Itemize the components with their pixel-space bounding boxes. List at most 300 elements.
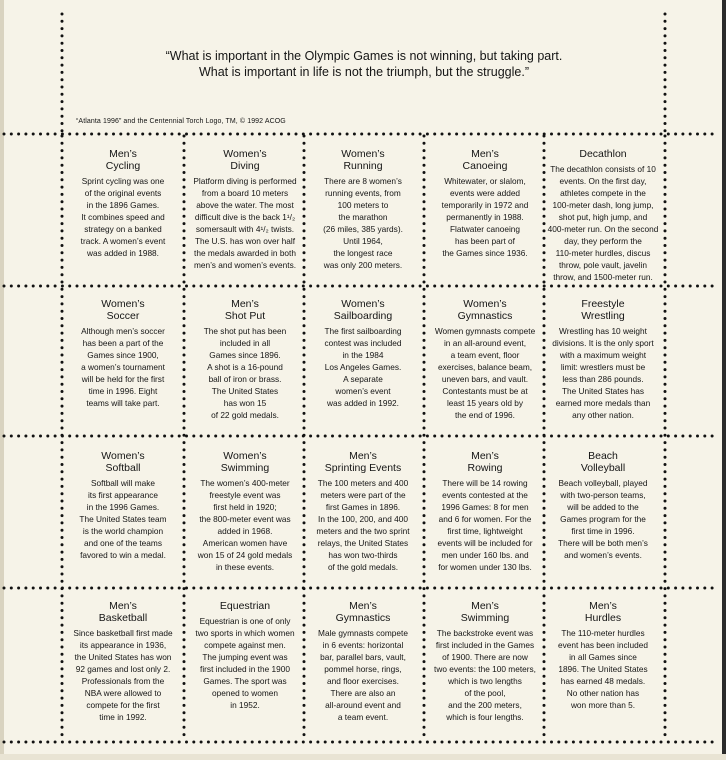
stamp-text-line: 110-meter hurdles, discus (555, 248, 651, 258)
perforation-hole (664, 149, 667, 152)
perforation-hole (346, 285, 349, 288)
stamp-text-line: 400-meter run. On the second (547, 224, 659, 234)
perforation-hole (61, 434, 64, 437)
stamp-text-line: first included in the 1900 (200, 664, 290, 674)
stamp-text-line: was only 200 meters. (323, 260, 403, 270)
perforation-hole (423, 259, 426, 262)
perforation-hole (375, 435, 378, 438)
stamp-title-line: Cycling (105, 160, 141, 172)
perforation-hole (236, 285, 239, 288)
stamp-panel (544, 600, 662, 711)
stamp-text-line: in these events. (215, 562, 275, 572)
perforation-hole (258, 285, 261, 288)
stamp-text-line: permanently in 1988. (446, 212, 524, 222)
stamp-text-line: of the original events (84, 188, 162, 198)
perforation-hole (664, 156, 667, 159)
perforation-hole (280, 587, 283, 590)
perforation-hole (207, 435, 210, 438)
perforation-hole (535, 285, 538, 288)
perforation-hole (287, 435, 290, 438)
stamp-title-line: Men’s (109, 148, 137, 160)
perforation-hole (703, 435, 706, 438)
perforation-hole (360, 741, 363, 744)
perforation-hole (441, 741, 444, 744)
perforation-hole (664, 237, 667, 240)
stamp-text-line: in 6 events: horizontal (322, 640, 404, 650)
perforation-hole (46, 285, 49, 288)
perforation-hole (324, 285, 327, 288)
perforation-hole (572, 435, 575, 438)
stamp-title-line: Women’s (341, 298, 385, 310)
perforation-hole (664, 507, 667, 510)
perforation-hole (309, 285, 312, 288)
perforation-hole (243, 741, 246, 744)
perforation-hole (185, 285, 188, 288)
perforation-hole (664, 368, 667, 371)
perforation-hole (664, 346, 667, 349)
stamp-text-line: first included in the Games (435, 640, 535, 650)
perforation-hole (423, 594, 426, 597)
stamp-text-line: The women’s 400-meter (200, 478, 290, 488)
perforation-hole (664, 178, 667, 181)
perforation-hole (455, 587, 458, 590)
perforation-hole (90, 285, 93, 288)
stamp-description (64, 325, 182, 409)
perforation-hole (54, 133, 57, 136)
perforation-hole (119, 285, 122, 288)
perforation-hole (178, 741, 181, 744)
perforation-hole (200, 587, 203, 590)
perforation-hole (506, 587, 509, 590)
perforation-hole (630, 435, 633, 438)
perforation-hole (623, 741, 626, 744)
stamp-title (186, 148, 304, 172)
perforation-hole (664, 412, 667, 415)
stamp-text-line: American women have (202, 538, 288, 548)
stamp-panel (544, 148, 662, 283)
perforation-hole (229, 435, 232, 438)
perforation-hole (667, 285, 670, 288)
perforation-hole (192, 435, 195, 438)
stamp-title (64, 148, 182, 172)
perforation-hole (183, 434, 186, 437)
stamp-text-line: The U.S. has won over half (194, 236, 296, 246)
stamp-text-line: events were added (449, 188, 521, 198)
perforation-hole (214, 741, 217, 744)
perforation-hole (316, 587, 319, 590)
stamp-panel (64, 148, 182, 259)
perforation-hole (616, 741, 619, 744)
perforation-hole (273, 435, 276, 438)
stamp-title-line: Canoeing (462, 160, 508, 172)
perforation-hole (664, 13, 667, 16)
perforation-hole (46, 435, 49, 438)
stamp-text-line: is the world champion (82, 526, 164, 536)
perforation-hole (54, 587, 57, 590)
stamp-title (64, 450, 182, 474)
perforation-hole (222, 587, 225, 590)
perforation-hole (448, 435, 451, 438)
perforation-hole (652, 285, 655, 288)
perforation-hole (601, 435, 604, 438)
perforation-hole (90, 741, 93, 744)
perforation-hole (601, 741, 604, 744)
perforation-hole (200, 435, 203, 438)
stamp-text-line: favored to win a medal. (80, 550, 166, 560)
perforation-hole (506, 741, 509, 744)
stamp-title-line: Men’s (231, 298, 259, 310)
stamp-text-line: events. On the first day, (559, 176, 647, 186)
stamp-text-line: has won 15 (223, 398, 267, 408)
perforation-hole (119, 435, 122, 438)
perforation-hole (183, 711, 186, 714)
perforation-hole (664, 573, 667, 576)
perforation-hole (411, 587, 414, 590)
perforation-hole (543, 587, 546, 590)
stamp-title-line: Rowing (467, 462, 503, 474)
perforation-hole (32, 435, 35, 438)
perforation-hole (178, 587, 181, 590)
perforation-hole (638, 587, 641, 590)
perforation-hole (550, 435, 553, 438)
perforation-hole (514, 741, 517, 744)
perforation-hole (338, 587, 341, 590)
perforation-hole (664, 383, 667, 386)
perforation-hole (484, 435, 487, 438)
perforation-hole (397, 435, 400, 438)
stamp-panel (426, 148, 544, 259)
perforation-hole (557, 741, 560, 744)
perforation-hole (664, 521, 667, 524)
stamp-title-line: Beach (588, 450, 618, 462)
sheet-right-edge (722, 0, 726, 760)
stamp-text-line: the Games since 1936. (442, 248, 528, 258)
perforation-hole (134, 587, 137, 590)
stamp-title (186, 450, 304, 474)
perforation-hole (572, 587, 575, 590)
stamp-text-line: Flatwater canoeing (449, 224, 521, 234)
perforation-hole (423, 587, 426, 590)
stamp-title (544, 298, 662, 322)
perforation-hole (423, 142, 426, 145)
perforation-hole (514, 435, 517, 438)
perforation-hole (664, 638, 667, 641)
stamp-text-line: 1896. The United States (558, 664, 648, 674)
stamp-text-line: in an all-around event, (443, 338, 527, 348)
perforation-hole (112, 587, 115, 590)
perforation-hole (664, 208, 667, 211)
perforation-hole (565, 587, 568, 590)
stamp-text-line: which is four lengths. (446, 712, 524, 722)
perforation-hole (280, 741, 283, 744)
perforation-hole (499, 741, 502, 744)
perforation-hole (76, 285, 79, 288)
perforation-hole (229, 587, 232, 590)
perforation-hole (265, 587, 268, 590)
perforation-hole (711, 741, 714, 744)
perforation-hole (127, 285, 130, 288)
perforation-hole (156, 741, 159, 744)
perforation-hole (346, 435, 349, 438)
stamp-title-line: Men’s (471, 600, 499, 612)
stamp-text-line: of the gold medals. (327, 562, 399, 572)
perforation-hole (419, 587, 422, 590)
perforation-hole (674, 587, 677, 590)
perforation-hole (664, 514, 667, 517)
perforation-hole (681, 741, 684, 744)
perforation-hole (550, 741, 553, 744)
perforation-hole (594, 435, 597, 438)
stamp-text-line: the United States has won (74, 652, 172, 662)
perforation-hole (492, 285, 495, 288)
perforation-hole (97, 435, 100, 438)
perforation-hole (484, 285, 487, 288)
stamp-text-line: compete for the first (86, 700, 160, 710)
perforation-hole (24, 741, 27, 744)
perforation-hole (404, 741, 407, 744)
perforation-hole (10, 133, 13, 136)
perforation-hole (462, 285, 465, 288)
perforation-hole (455, 435, 458, 438)
perforation-hole (528, 285, 531, 288)
perforation-hole (664, 733, 667, 736)
perforation-hole (423, 273, 426, 276)
perforation-hole (411, 741, 414, 744)
perforation-hole (309, 587, 312, 590)
perforation-hole (664, 244, 667, 247)
perforation-hole (61, 587, 64, 590)
perforation-hole (579, 435, 582, 438)
perforation-hole (711, 133, 714, 136)
perforation-hole (295, 587, 298, 590)
perforation-hole (664, 653, 667, 656)
perforation-hole (68, 741, 71, 744)
perforation-hole (368, 435, 371, 438)
perforation-hole (433, 587, 436, 590)
perforation-hole (295, 741, 298, 744)
perforation-hole (331, 587, 334, 590)
stamp-text-line: will be added to the (567, 502, 639, 512)
perforation-hole (664, 288, 667, 291)
perforation-hole (521, 587, 524, 590)
perforation-hole (462, 435, 465, 438)
stamp-text-line: Contestants must be at (442, 386, 528, 396)
stamp-text-line: the medals awarded in both (194, 248, 296, 258)
stamp-text-line: in all Games since (569, 652, 637, 662)
perforation-hole (200, 741, 203, 744)
stamp-panel (426, 450, 544, 573)
perforation-hole (32, 133, 35, 136)
perforation-hole (664, 711, 667, 714)
perforation-hole (521, 741, 524, 744)
stamp-text-line: a team event, floor (450, 350, 520, 360)
perforation-hole (303, 587, 306, 590)
stamp-title (64, 298, 182, 322)
stamp-text-line: There will be 14 rowing (442, 478, 528, 488)
stamp-text-line: contest was included (324, 338, 402, 348)
stamp-text-line: women’s event (335, 386, 391, 396)
stamp-title-line: Men’s (349, 600, 377, 612)
stamp-text-line: its appearance in 1936, (79, 640, 167, 650)
perforation-hole (178, 285, 181, 288)
copyright-credit: “Atlanta 1996” and the Centennial Torch Logo, TM, © 1992 ACOG (76, 118, 286, 125)
stamp-panel (64, 600, 182, 723)
perforation-hole (448, 587, 451, 590)
perforation-hole (404, 435, 407, 438)
perforation-hole (39, 285, 42, 288)
stamp-text-line: first held in 1920; (213, 502, 277, 512)
perforation-hole (17, 587, 20, 590)
stamp-title-line: Women’s (341, 148, 385, 160)
perforation-hole (265, 741, 268, 744)
stamp-text-line: The 100 meters and 400 (317, 478, 409, 488)
perforation-hole (222, 741, 225, 744)
perforation-hole (149, 741, 152, 744)
perforation-hole (543, 285, 546, 288)
perforation-hole (68, 435, 71, 438)
perforation-hole (423, 427, 426, 430)
perforation-hole (696, 285, 699, 288)
stamp-text-line: The first sailboarding (324, 326, 402, 336)
perforation-hole (382, 285, 385, 288)
perforation-hole (251, 435, 254, 438)
perforation-hole (149, 435, 152, 438)
stamp-text-line: men under 160 lbs. and (441, 550, 529, 560)
stamp-text-line: won 15 of 24 gold medals (197, 550, 293, 560)
stamp-text-line: has earned 48 medals. (560, 676, 646, 686)
perforation-hole (419, 435, 422, 438)
stamp-title (64, 600, 182, 624)
perforation-hole (127, 587, 130, 590)
perforation-hole (664, 354, 667, 357)
perforation-hole (46, 133, 49, 136)
stamp-text-line: throw, and 1500-meter run. (553, 272, 653, 282)
perforation-hole (426, 741, 429, 744)
perforation-hole (185, 587, 188, 590)
perforation-hole (97, 285, 100, 288)
stamp-title-line: Shot Put (224, 310, 266, 322)
perforation-hole (528, 741, 531, 744)
perforation-hole (331, 741, 334, 744)
stamp-text-line: strategy on a banked (84, 224, 162, 234)
perforation-hole (423, 281, 426, 284)
perforation-hole (389, 587, 392, 590)
perforation-hole (32, 285, 35, 288)
perforation-hole (528, 435, 531, 438)
perforation-hole (61, 419, 64, 422)
perforation-hole (423, 441, 426, 444)
perforation-hole (674, 435, 677, 438)
perforation-hole (316, 285, 319, 288)
perforation-hole (360, 435, 363, 438)
perforation-hole (353, 435, 356, 438)
perforation-hole (664, 689, 667, 692)
perforation-hole (543, 427, 546, 430)
perforation-hole (499, 435, 502, 438)
sheet-header (64, 20, 664, 135)
perforation-hole (163, 587, 166, 590)
stamp-text-line: less than 286 pounds. (562, 374, 644, 384)
perforation-hole (664, 266, 667, 269)
perforation-hole (664, 646, 667, 649)
perforation-hole (535, 587, 538, 590)
stamp-text-line: The shot put has been (203, 326, 287, 336)
perforation-hole (338, 741, 341, 744)
perforation-hole (664, 448, 667, 451)
perforation-hole (674, 133, 677, 136)
perforation-hole (97, 741, 100, 744)
perforation-hole (46, 587, 49, 590)
stamp-text-line: and floor exercises. (327, 676, 399, 686)
stamp-title-line: Diving (230, 160, 260, 172)
stamp-title-line: Men’s (471, 148, 499, 160)
perforation-hole (664, 171, 667, 174)
perforation-hole (61, 565, 64, 568)
perforation-hole (426, 587, 429, 590)
olympic-quote (64, 48, 664, 80)
stamp-title-line: Sprinting Events (324, 462, 402, 474)
perforation-hole (309, 435, 312, 438)
stamp-text-line: A separate (343, 374, 383, 384)
perforation-hole (426, 435, 429, 438)
perforation-hole (696, 741, 699, 744)
perforation-hole (68, 587, 71, 590)
stamp-text-line: Male gymnasts compete (318, 628, 408, 638)
perforation-hole (664, 375, 667, 378)
perforation-hole (287, 285, 290, 288)
perforation-hole (324, 741, 327, 744)
perforation-hole (455, 285, 458, 288)
perforation-hole (10, 285, 13, 288)
perforation-hole (565, 741, 568, 744)
perforation-hole (664, 441, 667, 444)
stamp-text-line: Since basketball first made (73, 628, 173, 638)
stamp-title-line: Wrestling (581, 310, 625, 322)
stamp-text-line: There are also an (330, 688, 396, 698)
perforation-hole (652, 435, 655, 438)
perforation-hole (119, 741, 122, 744)
stamp-title (186, 600, 304, 612)
stamp-text-line: The backstroke event was (436, 628, 534, 638)
perforation-hole (689, 587, 692, 590)
stamp-text-line: NBA were allowed to (84, 688, 162, 698)
perforation-hole (375, 285, 378, 288)
perforation-hole (83, 741, 86, 744)
perforation-hole (664, 726, 667, 729)
perforation-hole (61, 573, 64, 576)
stamp-panel (426, 600, 544, 723)
stamp-description (426, 627, 544, 723)
perforation-hole (426, 285, 429, 288)
perforation-hole (630, 741, 633, 744)
perforation-hole (83, 435, 86, 438)
stamp-panel (304, 148, 422, 271)
perforation-hole (207, 587, 210, 590)
perforation-hole (302, 285, 305, 288)
perforation-hole (32, 741, 35, 744)
perforation-hole (61, 441, 64, 444)
stamp-panel (186, 450, 304, 573)
perforation-hole (667, 587, 670, 590)
perforation-hole (303, 594, 306, 597)
perforation-hole (303, 142, 306, 145)
perforation-hole (90, 435, 93, 438)
perforation-hole (711, 285, 714, 288)
perforation-hole (360, 587, 363, 590)
stamp-panel (64, 450, 182, 561)
perforation-hole (664, 704, 667, 707)
stamp-text-line: first time in 1996. (571, 526, 635, 536)
